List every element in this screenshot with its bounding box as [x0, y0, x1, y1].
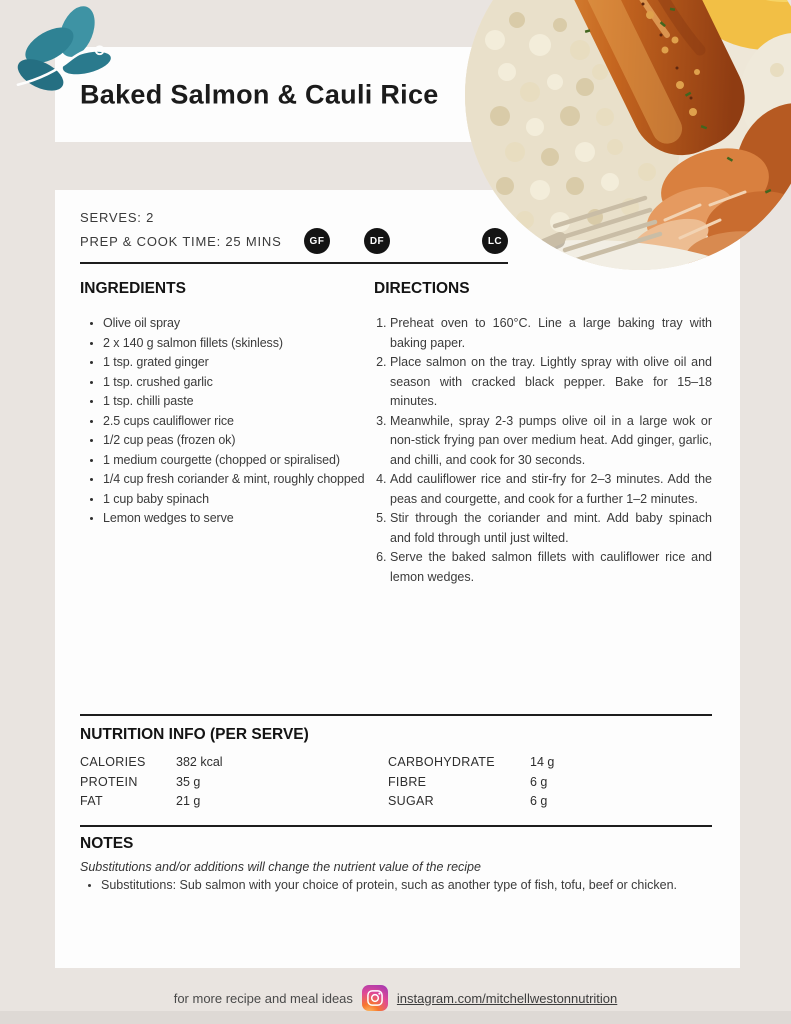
dietary-badge: GF: [304, 228, 330, 254]
nutrition-row: [80, 792, 388, 812]
nutrition-heading: NUTRITION INFO (PER SERVE): [80, 726, 309, 743]
ingredient-item: • 2 x 140 g salmon fillets (skinless): [103, 334, 376, 354]
header-divider: [80, 262, 508, 264]
nutrition-row: [388, 773, 712, 793]
ingredient-item: • 1/4 cup fresh coriander & mint, roughly chopped: [103, 470, 376, 490]
nutrition-label: SUGAR: [388, 794, 434, 808]
instagram-icon[interactable]: [362, 985, 388, 1011]
nutrition-value: 35 g: [176, 774, 201, 789]
ingredient-item: • 2.5 cups cauliflower rice: [103, 412, 376, 432]
page-title: Baked Salmon & Cauli Rice: [80, 79, 439, 109]
ingredients-list: [80, 314, 376, 529]
notes-list: [80, 876, 730, 895]
nutrition-label: FAT: [80, 794, 103, 808]
butterfly-logo-icon: [12, 2, 140, 124]
footer-text: for more recipe and meal ideas: [173, 990, 353, 1006]
direction-step: 1. Preheat oven to 160°C. Line a large baking tray with baking paper.: [390, 314, 712, 353]
ingredient-item: • 1 medium courgette (chopped or spiralised): [103, 451, 376, 471]
prep-time-label: PREP & COOK TIME: 25 MINS: [80, 234, 282, 249]
nutrition-label: CARBOHYDRATE: [388, 755, 495, 769]
notes-divider: [80, 825, 712, 827]
direction-step: 3. Meanwhile, spray 2-3 pumps olive oil in a large wok or non-stick frying pan over medium heat. Add ginger, garlic, and chilli, and cook for 30 seconds.: [390, 412, 712, 471]
nutrition-divider: [80, 714, 712, 716]
nutrition-row: [388, 792, 712, 812]
page-bottom-strip: [0, 1011, 791, 1024]
direction-step: 5. Stir through the coriander and mint. Add baby spinach and fold through until just wilted.: [390, 509, 712, 548]
directions-section: [374, 280, 712, 587]
nutrition-right-column: [388, 753, 712, 812]
notes-section: [80, 835, 730, 895]
nutrition-label: CALORIES: [80, 755, 146, 769]
notes-disclaimer: Substitutions and/or additions will change the nutrient value of the recipe: [80, 860, 481, 874]
nutrition-left-column: [80, 753, 388, 812]
nutrition-row: [80, 753, 388, 773]
nutrition-value: 6 g: [530, 774, 548, 789]
nutrition-label: FIBRE: [388, 774, 427, 789]
direction-step: 6. Serve the baked salmon fillets with cauliflower rice and lemon wedges.: [390, 548, 712, 587]
dietary-badge: DF: [364, 228, 390, 254]
nutrition-row: [80, 773, 388, 793]
ingredients-section: [80, 280, 376, 529]
nutrition-value: 14 g: [530, 755, 555, 769]
nutrition-value: 382 kcal: [176, 755, 223, 769]
ingredient-item: • 1 tsp. chilli paste: [103, 392, 376, 412]
nutrition-value: 21 g: [176, 794, 201, 808]
direction-step: 4. Add cauliflower rice and stir-fry for 2–3 minutes. Add the peas and courgette, and cook for a further 1–2 minutes.: [390, 470, 712, 509]
notes-heading: NOTES: [80, 835, 134, 852]
nutrition-row: [388, 753, 712, 773]
note-item: • Substitutions: Sub salmon with your choice of protein, such as another type of fish, tofu, beef or chicken.: [101, 876, 730, 895]
ingredient-item: • Lemon wedges to serve: [103, 509, 376, 529]
directions-heading: DIRECTIONS: [374, 280, 470, 297]
nutrition-label: PROTEIN: [80, 774, 138, 789]
ingredient-item: • 1 cup baby spinach: [103, 490, 376, 510]
directions-list: [374, 314, 712, 587]
direction-step: 2. Place salmon on the tray. Lightly spray with olive oil and season with cracked black pepper. Bake for 15–18 minutes.: [390, 353, 712, 412]
ingredient-item: • 1 tsp. grated ginger: [103, 353, 376, 373]
dietary-badge: LC: [482, 228, 508, 254]
ingredient-item: • 1 tsp. crushed garlic: [103, 373, 376, 393]
recipe-panel: [55, 190, 740, 968]
ingredient-item: • 1/2 cup peas (frozen ok): [103, 431, 376, 451]
nutrition-value: 6 g: [530, 794, 548, 808]
nutrition-section: [80, 726, 712, 812]
instagram-link[interactable]: instagram.com/mitchellwestonnutrition: [396, 990, 618, 1006]
ingredients-heading: INGREDIENTS: [80, 280, 186, 297]
ingredient-item: • Olive oil spray: [103, 314, 376, 334]
serves-label: SERVES: 2: [80, 210, 155, 225]
